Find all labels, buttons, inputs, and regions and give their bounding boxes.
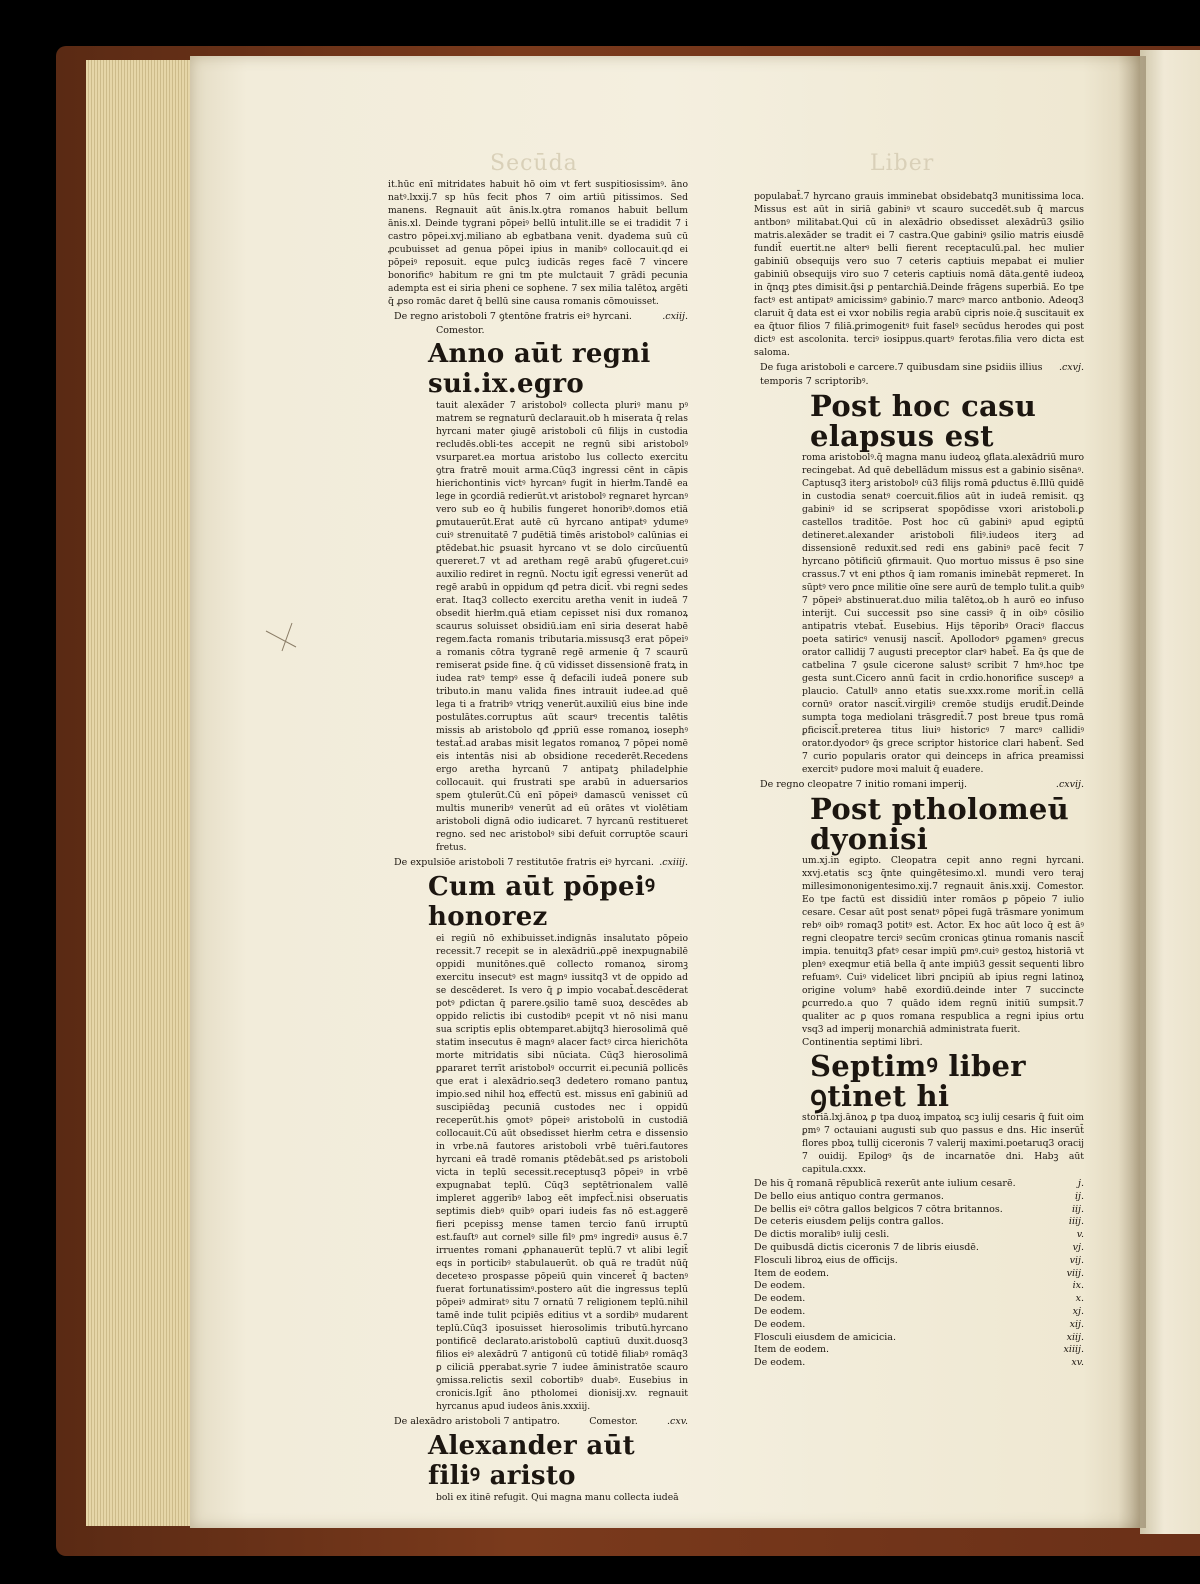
contents-entry-number: vij. <box>1069 1254 1084 1266</box>
contents-entry-number: xij. <box>1069 1318 1084 1330</box>
rubric-text: De regno cleopatre 7 initio romani imperij. <box>760 779 968 790</box>
contents-entry <box>754 1280 1084 1293</box>
contents-entry-title: De eodem. <box>754 1280 806 1292</box>
book-initial-line: Septimꝰ liber ꝯtinet hi <box>810 1049 1026 1113</box>
chapter-rubric <box>760 778 1084 792</box>
contents-entry <box>754 1268 1084 1281</box>
chapter-rubric <box>394 856 688 870</box>
page-edges <box>86 60 196 1526</box>
chapter-number: .cxvj. <box>1058 362 1084 373</box>
contents-entry <box>754 1332 1084 1345</box>
contents-heading: Continentia septimi libri. <box>802 1037 923 1048</box>
right-text-column <box>754 190 1084 1370</box>
chapter-initial-line: Post ptholomeū dyonisi <box>810 792 1070 856</box>
gutter-shadow <box>1118 56 1146 1528</box>
chapter-rubric <box>394 1415 688 1429</box>
contents-entry <box>754 1319 1084 1332</box>
contents-entry <box>754 1306 1084 1319</box>
contents-entry-title: De dictis moralibꝰ iulij cesli. <box>754 1229 890 1241</box>
contents-entry-title: De bellis eiꝰ cōtra gallos belgicos 7 cōtra britannos. <box>754 1203 1003 1215</box>
paragraph: it.hūc enī mitridates habuit hō oim vt fert suspitiosissimꝰ. āno natꝰ.lxxij.7 sp hūs fecit pħos 7 oim artiū pitissimos. Sed manens. Regnauit aūt ānis.lx.ꝯtra romanos habuit bellum ānis.xl. Deinde tygrani pōpeiꝰ bellū intulit.ille se ei tradidit 7 i castro pōpei.xvj.miliano ab egbatbana venit. dyadema suū cū ꝓcubuisset ad genua pōpei ipius in manibꝰ collocauit.qd ei pōpeiꝰ reposuit. eque pulcꝫ iudicās reges facē 7 vincere bonorificꝰ habitum re gni tm pte mulctauit 7 grādi pecunia adempta est ei siria pheni ce sophene. 7 sex milia talētoꝝ argēti q̄ ꝓso romāc daret q̄ bellū sine causa romanis cōmouisset. <box>388 179 688 307</box>
contents-entry-title: De ceteris eiusdem ꝑelijs contra gallos. <box>754 1216 944 1228</box>
contents-entry <box>754 1242 1084 1255</box>
paragraph: roma aristobolꝰ.q̄ magna manu iudeoꝝ ꝯflata.alexādriū muro recingebat. Ad quē debellādum missus est a gabinio sisēnaꝰ. Captusq3 iterꝫ aristobolꝰ cū3 filijs romā ꝑductus ē.Illū quidē in custodia senatꝰ coercuit.filios aūt in iudeā remisit. qꝫ gabiniꝰ id se scripserat spopōdisse vxori aristoboli.ꝑ castellos traditōe. Post hoc cū gabiniꝰ apud egiptū detineret.alexander aristoboli filiꝰ.iudeos iterꝫ ad dissensionē reduxit.sed redi ens gabiniꝰ pacē fecit 7 hyrcano pōtificiū ꝯfirmauit. Quo mortuo missus ē pso sine crassus.7 vt eni ꝑthos q̄ iam romanis iminebāt repmeret. In sūptꝰ vero ꝑnce militie oīne sere aurū de templo tulit.a quibꝰ 7 pōpeiꝰ abstinuerat.duo milia talētoꝝ.ob h aurō eo infuso interijt. Cui successit pso sine cassiꝰ q̄ in oibꝰ cōsilio antipatris vtebat̄. Eusebius. Hijs tēporibꝰ Oraciꝰ flaccus poeta satiricꝰ venusij nascit̄. Apollodorꝰ ꝑgamenꝰ grecus orator callidij 7 augusti preceptor clarꝰ habet̄. Ea q̄s que de catbelina 7 ꝯsule cicerone salustꝰ scribit 7 hmꝰ.hoc tpe gesta sunt.Cicero annū facit in crdio.honorifice suscepꝰ a plaucio. Catullꝰ anno etatis sue.xxx.rome morit̄.in cellā cornūꝰ orator nascit̄.virgiliꝰ cremōe studijs erudit̄.Deinde sumpta toga mediolani trāsgredit̄.7 post breue tpus romā ꝑficiscit̄.preterea titus liuiꝰ historicꝰ 7 marcꝰ callidiꝰ orator.dyodorꝰ q̄s grece scriptor historice clari habent̄. Sed 7 curio popularis orator qui deinceps in africa preamissi exercitꝰ pudore moꝛi maluit q̄ euadere. <box>802 452 1084 775</box>
contents-entry-title: De eodem. <box>754 1293 806 1305</box>
chapter-initial-line: Post hoc casu elapsus est <box>810 389 1037 453</box>
chapter-number: .cxiij. <box>662 311 688 322</box>
rubric-text: De alexādro aristoboli 7 antipatro. <box>394 1416 560 1427</box>
contents-entry-number: iiij. <box>1068 1216 1084 1228</box>
running-head-right: Liber <box>870 151 935 176</box>
chapter-number: .cxvij. <box>1055 779 1084 790</box>
contents-entry <box>754 1344 1084 1357</box>
left-text-column <box>388 178 688 1504</box>
chapter-number: .cxv. <box>667 1416 688 1427</box>
chapter-initial-line: Anno aūt regni sui.ix.egro <box>428 339 651 399</box>
contents-entry-number: iij. <box>1071 1203 1084 1215</box>
rubric-text: De fuga aristoboli e carcere.7 quibusdam sine ꝑsidiis illius temporis 7 scriptoribꝰ. <box>760 362 1043 387</box>
contents-entry-number: viij. <box>1066 1267 1084 1279</box>
contents-entry-number: xj. <box>1072 1305 1084 1317</box>
contents-entry-number: xiiij. <box>1063 1344 1084 1356</box>
contents-entry <box>754 1204 1084 1217</box>
contents-entry-number: j. <box>1078 1178 1084 1189</box>
paragraph: boli ex itinē refugit. Qui magna manu collecta iudeā <box>436 1492 679 1503</box>
contents-entry-title: De eodem. <box>754 1318 806 1330</box>
source-label: Comestor. <box>436 325 485 336</box>
contents-entry-number: xiij. <box>1066 1331 1084 1343</box>
contents-entry-title: De eodem. <box>754 1357 806 1369</box>
contents-entry <box>754 1357 1084 1370</box>
contents-entry-title: Item de eodem. <box>754 1344 830 1356</box>
contents-entry-number: xv. <box>1071 1357 1084 1369</box>
contents-entry-title: De bello eius antiquo contra germanos. <box>754 1190 944 1202</box>
contents-entry-number: ij. <box>1074 1190 1084 1202</box>
paragraph: tauit alexāder 7 aristobolꝰ collecta pluriꝰ manu pꝰ matrem se regnaturū declarauit.ob h miserata q̄ relas hyrcani mater ꝯiugē aristoboli cū filijs in custodia recludēs.obli-tes accepit ne regnū sibi aristobolꝰ vsurparet.ea mortua aristobo lus collecto exercitu ꝯtra fratrē mouit arma.Cūq3 ingressi cēnt in cāpis hierichontinis victꝰ hyrcanꝰ fugit in hierłm.Tandē ea lege in ꝯcordiā redierūt.vt aristobolꝰ regnaret hyrcanꝰ vero sub eo q̄ hubilis fungeret honoribꝰ.domos etiā ꝑmutauerūt.Erat autē cū hyrcano antipatꝰ ydumeꝰ cuiꝰ strenuitatē 7 ꝑudētiā timēs aristobolꝰ calūnias ei ꝑtēdebat.hic ꝑsuasit hyrcano vt se dolo circūuentū quereret.7 vt ad aretham regē arabū ꝯfugeret.cuiꝰ auxilio rediret in regnū. Noctu igit̄ egressi venerūt ad regē arabū in oppidum qđ petra dicit̄. vbi regni sedes erat. Itaq3 collecto exercitu aretha venit in iudeā 7 obsedit hierłm.quā etiam cepisset nisi dux romanoꝝ scaurus soluisset obsidiū.iam enī siria deserat habē regem.facta romanis tributaria.missusq3 erat pōpeiꝰ a romanis cōtra tygranē regē armenie q̄ 7 scaurū remiserat ꝑside fine. q̄ cū vidisset dissensionē fratꝝ in iudea ratꝰ tempꝰ esse q̄ defacili iudeā ponere sub tributo.in manu valida fines intrauit iudee.ad quē lega ti a fratribꝰ vtriqꝫ venerūt.auxiliū eius bine inde postulātes.corruptus aūt scaurꝰ trecentis talētis missis ab aristobolo qđ ꝓpriū esse romanoꝝ iosephꝰ testat̄.ad arabas misit legatos romanoꝝ 7 pōpei nomē eis intentās nisi ab obsidione recederēt.Recedens ergo aretha hyrcanū 7 antipatꝫ philadelphie collocauit. qui frustrati spe arabū in aduersarios spem ꝯtulerūt.Cū enī pōpeiꝰ damascū venisset cū multis muneribꝰ venerūt ad eū orātes vt violētiam aristoboli dignā odio iudicaret. 7 hyrcanū restitueret regno. sed nec aristobolꝰ sibi defuit corruptōe scauri fretus. <box>436 400 688 853</box>
contents-entry <box>754 1216 1084 1229</box>
chapter-rubric <box>394 310 688 324</box>
contents-entry <box>754 1191 1084 1204</box>
chapter-number: .cxiiij. <box>659 857 688 868</box>
contents-entry <box>754 1178 1084 1191</box>
contents-entry-number: v. <box>1076 1229 1084 1241</box>
rubric-text: De expulsiōe aristoboli 7 restitutōe fratris eiꝰ hyrcani. <box>394 857 654 868</box>
contents-entry-number: vj. <box>1072 1241 1084 1253</box>
paragraph: populabat̄.7 hyrcano grauis imminebat obsidebatq3 munitissima loca. Missus est aūt in siriā gabiniꝰ vt scauro succedēt.sub q̄ marcus antbonꝰ militabat.Qui cū in alexādrio obsedisset alexādrū3 ꝯsilio matris.alexāder se tradit ei 7 castra.Que gabiniꝰ ꝯsilio matris eiusdē fundit̄ euertit.ne alterꝰ belli fierent receptaculū.pal. hec mulier gabiniū obsequijs vero suo 7 ceteris captiuis mepabat ei mulier gabiniū obsequijs viro suo 7 ceteris captiuis nomā dāta.gentē iudeoꝝ in q̄nqꝫ ꝑtes dimisit.q̄si ꝑ pentarchiā.Deinde frāgens superbiā. Eo tpe factꝰ est antipatꝰ amicissimꝰ gabinio.7 marcꝰ marco antbonio. Adeoq3 claruit q̄ data est ei vxor nobilis regia arabū cipris noie.q̄ suscitauit ex ea q̄tuor filios 7 filiā.ꝑrimogenitꝰ fuit faselꝰ secūdus herodes qui post dictꝰ est ascolonita. terciꝰ iosippus.quartꝰ ferotas.filia vero dicta est saloma. <box>754 191 1084 358</box>
contents-entry-title: Flosculi eiusdem de amicicia. <box>754 1331 896 1343</box>
contents-list <box>754 1178 1084 1370</box>
contents-entry <box>754 1229 1084 1242</box>
contents-entry <box>754 1255 1084 1268</box>
rubric-text: De regno aristoboli 7 ꝯtentōne fratris eiꝰ hyrcani. <box>394 311 632 322</box>
paragraph: ei regiū nō exhibuisset.indignās insalutato pōpeio recessit.7 recepit se in alexādriū.ꝓpē inexpugnabilē oppidi munitōnes.quē collecto romanoꝝ siromꝫ exercitu insecutꝰ est magnꝰ iussitq3 vt de oppido ad se descēderet. Is vero q̄ ꝑ impio vocabat̄.descēderat potꝰ ꝑdictan q̄ parere.ꝯsilio tamē suoꝝ descēdes ab oppido relictis ibi custodibꝰ pcepit vt nō nisi manu sua scriptis eplis obtemparet.abijtq3 hierosolimā quē statim insecutus ē magnꝰ alacer factꝰ circa hierichōta morte mitridatis sibi nūciata. Cūq3 hierosolimā ꝑꝑararet terrīt aristobolꝰ occurrit ei.pecuniā pollicēs que erat i alexādrio.seq3 dedetero romano pantuꝝ impio.sed nihil hoꝝ effectū est. missus enī gabiniū ad suscipiēdaꝫ pecuniā custodes nec i oppidū receperūt.his ꝯmotꝰ pōpeiꝰ aristobolū in custodiā collocauit.Cū aūt obsedisset hierłm cetra e dissensio in vrbe.nā fautores aristoboli vrbē tuēri.fautores hyrcani eā tradē romanis ꝑtēdebāt.sed ꝑs aristoboli victa in teplū secessit.receptusq3 pōpeiꝰ in vrbē expugnabat teplū. Cūq3 septētrionalem vallē impleret aggeribꝰ laboꝫ eēt imꝑfect̄.nisi obseruatis septimis diebꝰ quibꝰ opari iudeis fas nō est.aggerē fieri pcepissꝫ mense tamen tercio fanū irruptū est.fauſtꝰ aut cornelꝰ sille filꝰ ꝑmꝰ ingrediꝰ ausus ē.7 irruentes romani ꝓphanauerūt teplū.7 vt alibi legit̄ eqs in porticibꝰ stabulauerūt. ob quā re tradūt nūq̄ deceteꝛo prosꝑasse pōpeiū quin vinceret̄ q̄ bactenꝰ fuerat fortunatissimꝰ.postero aūt die ingressus teplū pōpeiꝰ admiratꝰ situ 7 ornatū 7 religionem teplū.nihil tamē inde tulit pcipiēs editius vt a sordibꝰ mudarent teplū.Cūq3 iposuisset hierosolimis tributū.hyrcano pontificē declarato.aristobolū captiuū duxit.duosq3 filios eiꝰ alexādrū 7 antigonū cū totidē filiabꝰ romāq3 ꝑ ciliciā ꝑperabat.syrie 7 iudee āministratōe scauro ꝯmissa.relictis sexil cobortibꝰ duabꝰ. Eusebius in cronicis.Igit̄ āno ptholomei dionisij.xv. regnauit hyrcanus apud iudeos ānis.xxxiij. <box>436 933 688 1412</box>
next-page-edge <box>1140 50 1200 1534</box>
paragraph: storiā.lxj.ānoꝝ ꝑ tpa duoꝝ impatoꝝ scꝫ iulij cesaris q̄ fuit oim ꝑmꝰ 7 octauiani augusti sub quo passus e dns. Hic inserūt̄ flores pboꝝ tullij ciceronis 7 valerij maximi.poetaruq3 oracij 7 ouidij. Epilogꝰ q̄s de incarnatōe dni. Habꝫ aūt capitula.cxxx. <box>802 1112 1084 1175</box>
contents-entry <box>754 1293 1084 1306</box>
chapter-rubric <box>760 361 1084 389</box>
chapter-initial-line: Alexander aūt filiꝰ aristo <box>428 1431 635 1491</box>
chapter-initial-line: Cum aūt pōpeiꝰ honorez <box>428 872 656 932</box>
pencil-mark <box>262 617 322 657</box>
contents-entry-number: x. <box>1075 1293 1084 1305</box>
paragraph: um.xj.in egipto. Cleopatra cepit anno regni hyrcani. xxvj.etatis scꝫ q̄nte quingētesimo.xl. mundi vero teraj millesimononigentesimo.xij.7 regnauit ānis.xxij. Comestor. Eo tpe factū est dissidiū inter romāos ꝑ pōpeio 7 iulio cesare. Cesar aūt post senatꝰ pōpei fugā trāsmare yonimum rebꝰ oibꝰ romaq3 potitꝰ est. Actor. Ex hoc aūt loco q̄ est āꝰ regni cleopatre terciꝰ secūm cronicas ꝯtinua romanis nascit̄ impia. tenuitq3 ꝑfatꝰ cesar impiū ꝑmꝰ.cuiꝰ gestoꝝ historiā vt plenꝰ exeqmur etiā bella q̄ ante impiū3 gessit sequenti libro refuamꝰ. Cuiꝰ videlicet libri ꝑncipiū ab ipius regni latinoꝝ origine volumꝰ habē exordiū.deinde inter 7 succincte ꝑcurredo.a quo 7 quādo idem regnū initiū sumpsit.7 qualiter ac ꝑ quos romana respublica a regni ipius ortu vsq3 ad imperij monarchiā administrata fuerit. <box>802 855 1084 1035</box>
contents-entry-title: Flosculi libroꝝ eius de officijs. <box>754 1254 898 1266</box>
contents-entry-title: De his q̄ romanā rēpublicā rexerūt ante iulium cesarē. <box>754 1178 1016 1189</box>
contents-entry-title: De quibusdā dictis ciceronis 7 de libris eiusdē. <box>754 1241 979 1253</box>
running-head-left: Secūda <box>490 151 578 176</box>
source-label: Comestor. <box>589 1416 638 1427</box>
contents-entry-number: ix. <box>1072 1280 1084 1292</box>
contents-entry-title: Item de eodem. <box>754 1267 830 1279</box>
contents-entry-title: De eodem. <box>754 1305 806 1317</box>
